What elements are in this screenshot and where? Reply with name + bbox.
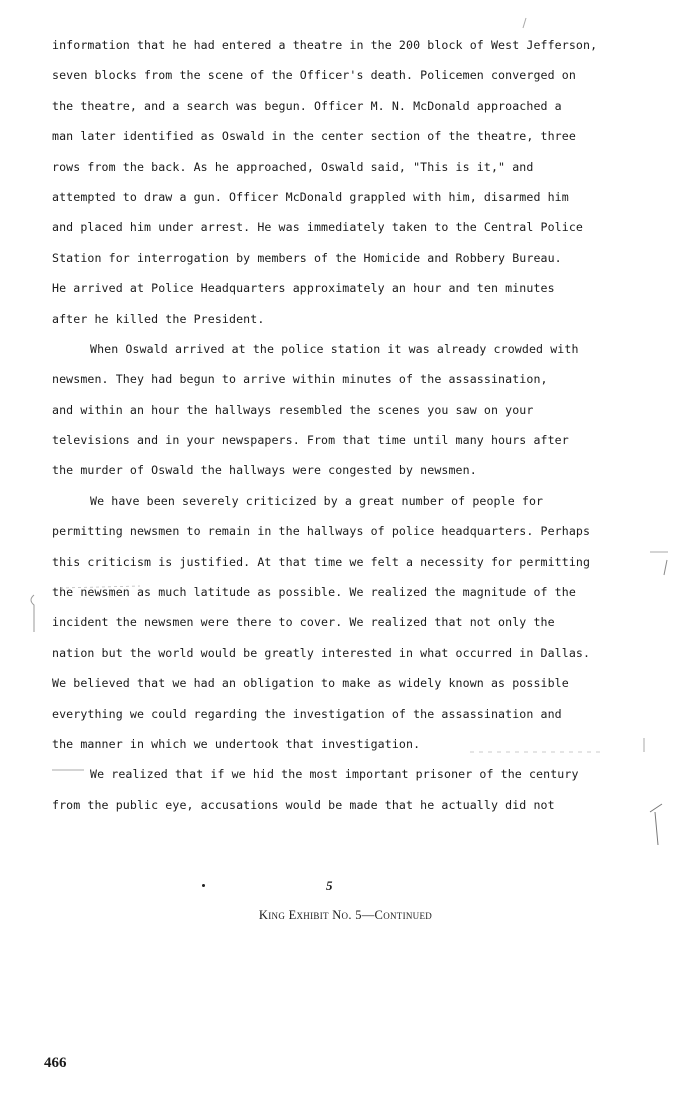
text-line: He arrived at Police Headquarters approximately an hour and ten minutes	[52, 281, 555, 296]
text-line: the manner in which we undertook that investigation.	[52, 736, 421, 751]
text-line: newsmen. They had begun to arrive within minutes of the assassination,	[52, 372, 548, 387]
text-line: man later identified as Oswald in the center section of the theatre, three	[52, 129, 576, 144]
text-line: and within an hour the hallways resembled the scenes you saw on your	[52, 402, 534, 417]
text-line: permitting newsmen to remain in the hallways of police headquarters. Perhaps	[52, 524, 591, 539]
text-line: the theatre, and a search was begun. Officer M. N. McDonald approached a	[52, 98, 562, 113]
text-line: Station for interrogation by members of the Homicide and Robbery Bureau.	[52, 250, 562, 265]
text-line: incident the newsmen were there to cover. We realized that not only the	[52, 615, 555, 630]
text-line: televisions and in your newspapers. From that time until many hours after	[52, 433, 569, 448]
ink-dot	[202, 884, 205, 887]
text-line: and placed him under arrest. He was immediately taken to the Central Police	[52, 220, 584, 235]
exhibit-caption: King Exhibit No. 5—Continued	[258, 908, 433, 922]
text-line: information that he had entered a theatre in the 200 block of West Jefferson,	[52, 38, 598, 52]
typed-page-number: 5	[326, 878, 333, 893]
text-line: We have been severely criticized by a great number of people for	[90, 493, 544, 508]
text-line: from the public eye, accusations would be made that he actually did not	[52, 797, 555, 812]
text-line: attempted to draw a gun. Officer McDonald grappled with him, disarmed him	[52, 189, 569, 204]
text-line: this criticism is justified. At that time we felt a necessity for permitting	[52, 554, 591, 569]
text-line: When Oswald arrived at the police station it was already crowded with	[90, 341, 579, 356]
text-line: We believed that we had an obligation to make as widely known as possible	[52, 676, 569, 691]
text-line: the newsmen as much latitude as possible. We realized the magnitude of the	[52, 585, 576, 600]
text-line: nation but the world would be greatly interested in what occurred in Dallas.	[52, 645, 591, 660]
text-line: everything we could regarding the investigation of the assassination and	[52, 706, 562, 721]
text-line: We realized that if we hid the most important prisoner of the century	[90, 767, 579, 782]
text-line: the murder of Oswald the hallways were congested by newsmen.	[52, 463, 477, 478]
text-line: after he killed the President.	[52, 311, 265, 326]
printed-page-number: 466	[44, 1055, 67, 1071]
text-line: seven blocks from the scene of the Officer's death. Policemen converged on	[52, 68, 576, 83]
text-line: rows from the back. As he approached, Oswald said, "This is it," and	[52, 159, 534, 174]
